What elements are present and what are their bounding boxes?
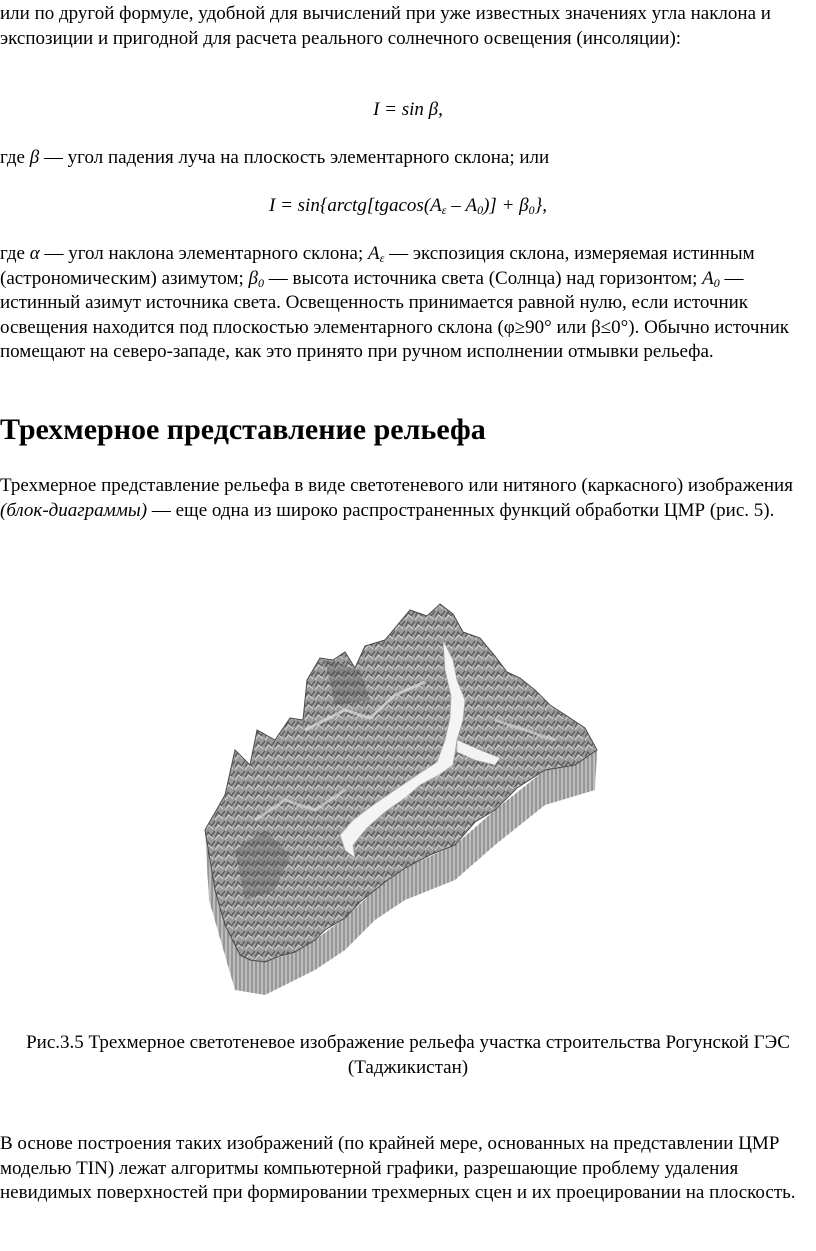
paragraph-3d-representation: Трехмерное представление рельефа в виде светотеневого или нитяного (каркасного) изображения (блок-диаграммы) — еще одна из широко распространенных функций обработки ЦМР (рис. 5). xyxy=(0,475,793,521)
terrain-3d-figure xyxy=(195,600,625,1000)
figure-caption: Рис.3.5 Трехмерное светотеневое изображение рельефа участка строительства Рогунской ГЭС (Таджикистан) xyxy=(26,1032,790,1078)
paragraph-beta-definition: где β — угол падения луча на плоскость элементарного склона; или xyxy=(0,147,550,168)
paragraph-algorithms: В основе построения таких изображений (по крайней мере, основанных на представлении ЦМР моделью TIN) лежат алгоритмы компьютерной графики, разрешающие проблему удаления невидимых поверхностей при формировании трехмерных сцен и их проецировании на плоскость. xyxy=(0,1133,796,1203)
paragraph-insolation-intro: или по другой формуле, удобной для вычислений при уже известных значениях угла наклона и экспозиции и пригодной для расчета реального солнечного освещения (инсоляции): xyxy=(0,3,771,49)
formula-sin-beta: I = sin β, xyxy=(373,99,443,120)
section-heading: Трехмерное представление рельефа xyxy=(0,413,486,446)
formula-insolation: $I = \sin\{arctg[tgacos(A_\varepsilon - A_0)] + \beta_0\}$, xyxy=(269,195,547,217)
paragraph-variables-definition: где α — угол наклона элементарного склона; $A_\varepsilon$ — экспозиция склона, измеряемая истинным (астрономическим) азимутом; $\beta_0$ — высота источника света (Солнца) над горизонтом; $A_0$ — истинный азимут источника света. Освещенность принимается равной нулю, если источник освещения находится под плоскостью элементарного склона (φ≥90° или β≤0°). Обычно источник помещают на северо-западе, как это принято при ручном исполнении отмывки рельефа. xyxy=(0,243,790,362)
terrain-3d-image xyxy=(195,600,625,1000)
